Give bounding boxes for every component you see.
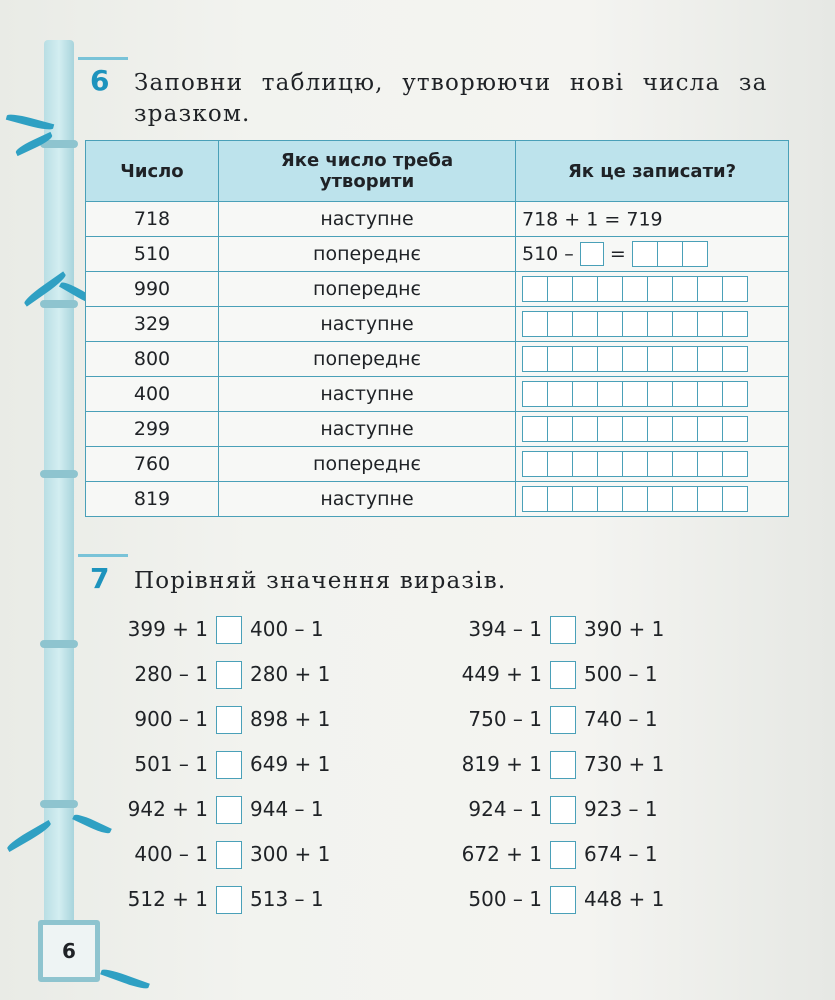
compare-box[interactable] bbox=[550, 886, 576, 914]
row-number: 760 bbox=[86, 447, 219, 482]
answer-box[interactable] bbox=[580, 242, 604, 266]
answer-cell[interactable] bbox=[547, 416, 573, 442]
answer-cell[interactable] bbox=[547, 451, 573, 477]
answer-cell[interactable] bbox=[697, 416, 723, 442]
answer-cell[interactable] bbox=[597, 416, 623, 442]
expression-left: 819 + 1 bbox=[461, 751, 542, 776]
answer-cell[interactable] bbox=[697, 381, 723, 407]
expression-right: 740 – 1 bbox=[584, 706, 658, 731]
answer-cell[interactable] bbox=[697, 346, 723, 372]
row-what: наступне bbox=[219, 412, 516, 447]
expression-right: 674 – 1 bbox=[584, 841, 658, 866]
expression-left: 449 + 1 bbox=[461, 661, 542, 686]
compare-box[interactable] bbox=[216, 616, 242, 644]
expression-left: 750 – 1 bbox=[468, 706, 542, 731]
answer-cell[interactable] bbox=[522, 486, 548, 512]
example-expression: 718 + 1 = 719 bbox=[522, 208, 663, 231]
row-number: 510 bbox=[86, 237, 219, 272]
answer-cell[interactable] bbox=[572, 276, 598, 302]
expression-right: 923 – 1 bbox=[584, 796, 658, 821]
answer-grid bbox=[516, 342, 789, 377]
answer-cell[interactable] bbox=[622, 486, 648, 512]
row-number: 800 bbox=[86, 342, 219, 377]
answer-cell[interactable] bbox=[697, 486, 723, 512]
answer-grid bbox=[516, 412, 789, 447]
row-number: 990 bbox=[86, 272, 219, 307]
compare-box[interactable] bbox=[550, 751, 576, 779]
answer-cell[interactable] bbox=[647, 311, 673, 337]
compare-box[interactable] bbox=[216, 886, 242, 914]
row-number: 299 bbox=[86, 412, 219, 447]
comparison-item bbox=[108, 751, 330, 779]
answer-cell[interactable] bbox=[597, 451, 623, 477]
answer-cell[interactable] bbox=[572, 381, 598, 407]
comparison-item bbox=[442, 841, 658, 869]
bamboo-node bbox=[40, 470, 78, 478]
compare-box[interactable] bbox=[216, 661, 242, 689]
compare-box[interactable] bbox=[216, 841, 242, 869]
comparison-item bbox=[442, 751, 664, 779]
answer-grid bbox=[516, 377, 789, 412]
partial-expression: 510 – bbox=[522, 243, 574, 265]
row-number: 400 bbox=[86, 377, 219, 412]
row-what: наступне bbox=[219, 377, 516, 412]
answer-cell[interactable] bbox=[522, 346, 548, 372]
compare-box[interactable] bbox=[550, 661, 576, 689]
answer-cell[interactable] bbox=[722, 416, 748, 442]
comparison-item bbox=[442, 886, 664, 914]
comparison-item bbox=[108, 616, 324, 644]
expression-left: 501 – 1 bbox=[134, 751, 208, 776]
expression-left: 280 – 1 bbox=[134, 661, 208, 686]
expression-left: 900 – 1 bbox=[134, 706, 208, 731]
answer-cell[interactable] bbox=[722, 346, 748, 372]
expression-left: 394 – 1 bbox=[468, 616, 542, 641]
comparison-item bbox=[442, 796, 658, 824]
compare-box[interactable] bbox=[550, 616, 576, 644]
expression-left: 500 – 1 bbox=[468, 886, 542, 911]
task-6-instruction: Заповни таблицю, утворюючи нові числа за bbox=[134, 70, 768, 96]
header-how: Як це записати? bbox=[516, 141, 789, 202]
table-row bbox=[86, 272, 789, 307]
answer-cell[interactable] bbox=[697, 276, 723, 302]
table-row bbox=[86, 202, 789, 237]
answer-cell[interactable] bbox=[522, 451, 548, 477]
task-7-number: 7 bbox=[90, 562, 110, 595]
row-number: 718 bbox=[86, 202, 219, 237]
comparison-item bbox=[442, 706, 658, 734]
expression-right: 513 – 1 bbox=[250, 886, 324, 911]
row-how-example bbox=[516, 202, 789, 237]
answer-cell[interactable] bbox=[597, 346, 623, 372]
bamboo-stem bbox=[44, 40, 74, 980]
answer-cell[interactable] bbox=[547, 346, 573, 372]
comparison-item bbox=[108, 796, 324, 824]
row-what: попереднє bbox=[219, 272, 516, 307]
table-row bbox=[86, 377, 789, 412]
answer-grid bbox=[516, 447, 789, 482]
answer-cell[interactable] bbox=[522, 276, 548, 302]
task-7-instruction: Порівняй значення виразів. bbox=[134, 568, 507, 594]
compare-box[interactable] bbox=[550, 841, 576, 869]
expression-left: 672 + 1 bbox=[461, 841, 542, 866]
table-row bbox=[86, 482, 789, 517]
answer-cell[interactable] bbox=[622, 416, 648, 442]
answer-cell[interactable] bbox=[547, 276, 573, 302]
answer-cell[interactable] bbox=[672, 451, 698, 477]
expression-right: 400 – 1 bbox=[250, 616, 324, 641]
expression-left: 942 + 1 bbox=[127, 796, 208, 821]
bamboo-node bbox=[40, 640, 78, 648]
answer-cell[interactable] bbox=[622, 451, 648, 477]
answer-cell[interactable] bbox=[597, 486, 623, 512]
answer-cell[interactable] bbox=[647, 346, 673, 372]
answer-cell[interactable] bbox=[672, 276, 698, 302]
table-row bbox=[86, 342, 789, 377]
answer-cell[interactable] bbox=[697, 451, 723, 477]
compare-box[interactable] bbox=[550, 706, 576, 734]
answer-cell[interactable] bbox=[672, 381, 698, 407]
expression-right: 730 + 1 bbox=[584, 751, 665, 776]
leaf-icon bbox=[72, 812, 112, 836]
row-what: попереднє bbox=[219, 447, 516, 482]
answer-cell[interactable] bbox=[722, 381, 748, 407]
task-6-instruction-cont: зразком. bbox=[134, 101, 251, 127]
answer-cell[interactable] bbox=[647, 381, 673, 407]
answer-cell[interactable] bbox=[622, 346, 648, 372]
task-6-table bbox=[85, 140, 789, 517]
expression-left: 400 – 1 bbox=[134, 841, 208, 866]
answer-cell[interactable] bbox=[672, 416, 698, 442]
expression-left: 399 + 1 bbox=[127, 616, 208, 641]
row-what: наступне bbox=[219, 482, 516, 517]
answer-cell[interactable] bbox=[672, 311, 698, 337]
answer-cell[interactable] bbox=[547, 311, 573, 337]
expression-left: 924 – 1 bbox=[468, 796, 542, 821]
header-what-line1: Яке число треба bbox=[280, 150, 454, 171]
answer-cell[interactable] bbox=[672, 346, 698, 372]
answer-cell[interactable] bbox=[522, 381, 548, 407]
answer-grid bbox=[516, 482, 789, 517]
row-how bbox=[516, 237, 789, 272]
answer-cell[interactable] bbox=[647, 486, 673, 512]
comparison-item bbox=[108, 706, 330, 734]
answer-cell[interactable] bbox=[522, 416, 548, 442]
answer-cell[interactable] bbox=[622, 311, 648, 337]
answer-cell[interactable] bbox=[722, 486, 748, 512]
expression-right: 649 + 1 bbox=[250, 751, 331, 776]
answer-cell[interactable] bbox=[597, 311, 623, 337]
expression-right: 390 + 1 bbox=[584, 616, 665, 641]
task-6-bar bbox=[78, 57, 128, 60]
expression-right: 898 + 1 bbox=[250, 706, 331, 731]
compare-box[interactable] bbox=[216, 706, 242, 734]
answer-cell[interactable] bbox=[597, 381, 623, 407]
expression-right: 280 + 1 bbox=[250, 661, 331, 686]
comparison-item bbox=[442, 616, 664, 644]
expression-right: 300 + 1 bbox=[250, 841, 331, 866]
row-number: 329 bbox=[86, 307, 219, 342]
row-what: попереднє bbox=[219, 342, 516, 377]
answer-cell[interactable] bbox=[572, 346, 598, 372]
header-number: Число bbox=[86, 141, 219, 202]
answer-cell[interactable] bbox=[722, 311, 748, 337]
comparison-item bbox=[108, 886, 324, 914]
answer-cell[interactable] bbox=[672, 486, 698, 512]
table-row bbox=[86, 447, 789, 482]
header-what bbox=[219, 141, 516, 202]
row-what: наступне bbox=[219, 202, 516, 237]
leaf-icon bbox=[100, 967, 150, 992]
answer-grid bbox=[516, 272, 789, 307]
task-7-bar bbox=[78, 554, 128, 557]
answer-grid bbox=[516, 307, 789, 342]
answer-cell[interactable] bbox=[622, 381, 648, 407]
bamboo-node bbox=[40, 300, 78, 308]
answer-cell[interactable] bbox=[647, 276, 673, 302]
compare-box[interactable] bbox=[550, 796, 576, 824]
answer-cell[interactable] bbox=[647, 416, 673, 442]
table-row bbox=[86, 412, 789, 447]
answer-cell[interactable] bbox=[697, 311, 723, 337]
page-number-frame bbox=[38, 920, 100, 982]
expression-right: 500 – 1 bbox=[584, 661, 658, 686]
comparison-item bbox=[442, 661, 658, 689]
answer-cell[interactable] bbox=[657, 241, 683, 267]
bamboo-node bbox=[40, 800, 78, 808]
answer-cell[interactable] bbox=[722, 451, 748, 477]
answer-cell[interactable] bbox=[572, 451, 598, 477]
equals-sign: = bbox=[609, 243, 626, 265]
table-row bbox=[86, 307, 789, 342]
answer-cell[interactable] bbox=[572, 486, 598, 512]
answer-cell[interactable] bbox=[722, 276, 748, 302]
task-6-number: 6 bbox=[90, 64, 110, 97]
table-row bbox=[86, 237, 789, 272]
answer-cell[interactable] bbox=[597, 276, 623, 302]
answer-cell[interactable] bbox=[572, 416, 598, 442]
row-what: наступне bbox=[219, 307, 516, 342]
compare-box[interactable] bbox=[216, 751, 242, 779]
answer-cell[interactable] bbox=[572, 311, 598, 337]
header-what-line2: утворити bbox=[319, 171, 415, 192]
answer-cell[interactable] bbox=[632, 241, 658, 267]
expression-right: 448 + 1 bbox=[584, 886, 665, 911]
answer-cell[interactable] bbox=[682, 241, 708, 267]
row-what: попереднє bbox=[219, 237, 516, 272]
answer-cell[interactable] bbox=[622, 276, 648, 302]
answer-cell[interactable] bbox=[547, 486, 573, 512]
answer-cell[interactable] bbox=[647, 451, 673, 477]
compare-box[interactable] bbox=[216, 796, 242, 824]
answer-cell[interactable] bbox=[547, 381, 573, 407]
comparison-item bbox=[108, 661, 330, 689]
row-number: 819 bbox=[86, 482, 219, 517]
expression-left: 512 + 1 bbox=[127, 886, 208, 911]
answer-cell[interactable] bbox=[522, 311, 548, 337]
expression-right: 944 – 1 bbox=[250, 796, 324, 821]
page-number: 6 bbox=[62, 939, 76, 963]
comparison-item bbox=[108, 841, 330, 869]
